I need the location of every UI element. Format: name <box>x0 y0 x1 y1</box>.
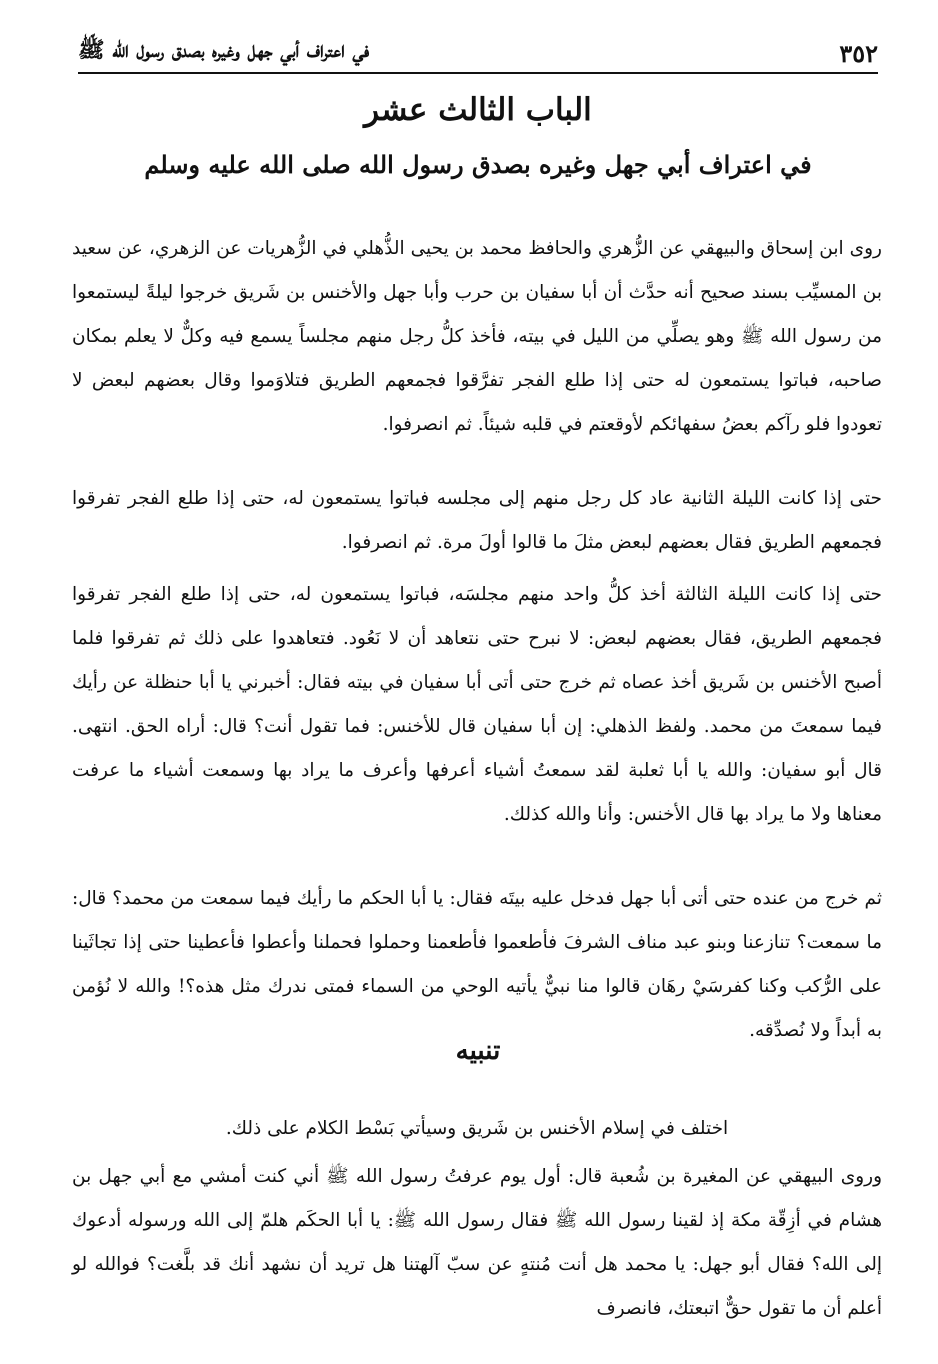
paragraph-3: حتى إذا كانت الليلة الثالثة أخذ كلُّ واحد منهم مجلسَه، فباتوا يستمعون له، حتى إذا طلع الفجر تفرقوا فجمعهم الطريق، فقال بعضهم لبعض: لا نبرح حتى نتعاهد أن لا نَعُود. فتعاهدوا على ذلك ثم تفرقوا فلما أصبح الأخنس بن شَريق أخذ عصاه ثم خرج حتى أتى أبا سفيان في بيته فقال: أخبرني يا أبا حنظلة عن رأيك فيما سمعتَ من محمد. ولفظ الذهلي: إن أبا سفيان قال للأخنس: فما تقول أنت؟ قال: أراه الحق. انتهى. قال أبو سفيان: والله يا أبا ثعلبة لقد سمعتُ أشياء أعرفها وأعرف ما يراد بها وسمعت أشياء ما عرفت معناها ولا ما يراد بها قال الأخنس: وأنا والله كذلك. <box>72 583 882 825</box>
note-heading: تنبيه <box>455 1036 501 1066</box>
chapter-heading: الباب الثالث عشر <box>364 92 592 128</box>
running-title: في اعتراف أبي جهل وغيره بصدق رسول الله ﷺ <box>78 37 370 63</box>
paragraph-2: حتى إذا كانت الليلة الثانية عاد كل رجل منهم إلى مجلسه فباتوا يستمعون له، حتى إذا طلع الفجر تفرقوا فجمعهم الطريق فقال بعضهم لبعض مثلَ ما قالوا أولَ مرة. ثم انصرفوا. <box>72 487 882 553</box>
note-continuation: وروى البيهقي عن المغيرة بن شُعبة قال: أول يوم عرفتُ رسول الله ﷺ أني كنت أمشي مع أبي جهل بن هشام في أزِقّة مكة إذ لقينا رسول الله ﷺ فقال رسول الله ﷺ: يا أبا الحكَم هلمّ إلى الله ورسوله أدعوك إلى الله؟ فقال أبو جهل: يا محمد هل أنت مُنتهٍ عن سبّ آلهتنا هل تريد أن نشهد أنك قد بلَّغت؟ فوالله لو أعلم أن ما تقول حقٌّ اتبعتك، فانصرف <box>72 1165 882 1319</box>
paragraph-4: ثم خرج من عنده حتى أتى أبا جهل فدخل عليه بيتَه فقال: يا أبا الحكم ما رأيك فيما سمعت من محمد؟ قال: ما سمعت؟ تنازعنا وبنو عبد مناف الشرفَ فأطعموا فأطعمنا وحملوا فحملنا وأعطوا فأعطينا حتى إذا تجاثَينا على الرُّكب وكنا كفرسَيْ رهَان قالوا منا نبيٌّ يأتيه الوحي من السماء فمتى ندرك مثل هذه؟! والله لا نُؤمن به أبداً ولا نُصدِّقه. <box>72 887 882 1041</box>
note-text: اختلف في إسلام الأخنس بن شَريق وسيأتي بَسْط الكلام على ذلك. <box>225 1117 729 1139</box>
paragraph-1: روى ابن إسحاق والبيهقي عن الزُّهري والحافظ محمد بن يحيى الذُّهلي في الزُّهريات عن الزهري، عن سعيد بن المسيِّب بسند صحيح أنه حدَّث أن أبا سفيان بن حرب وأبا جهل والأخنس بن شَريق خرجوا ليلةً ليستمعوا من رسول الله ﷺ وهو يصلِّي من الليل في بيته، فأخذ كلُّ رجل منهم مجلساً يسمع فيه وكلٌّ لا يعلم بمكان صاحبه، فباتوا يستمعون له حتى إذا طلع الفجر تفرَّقوا فجمعهم الطريق فتلاوَموا وقال بعضهم لبعض لا تعودوا فلو رآكم بعضُ سفهائكم لأوقعتم في قلبه شيئاً. ثم انصرفوا. <box>72 237 882 435</box>
running-header <box>78 30 878 74</box>
chapter-subtitle: في اعتراف أبي جهل وغيره بصدق رسول الله صلى الله عليه وسلم <box>144 150 812 179</box>
page-number: ٣٥٢ <box>839 39 878 68</box>
